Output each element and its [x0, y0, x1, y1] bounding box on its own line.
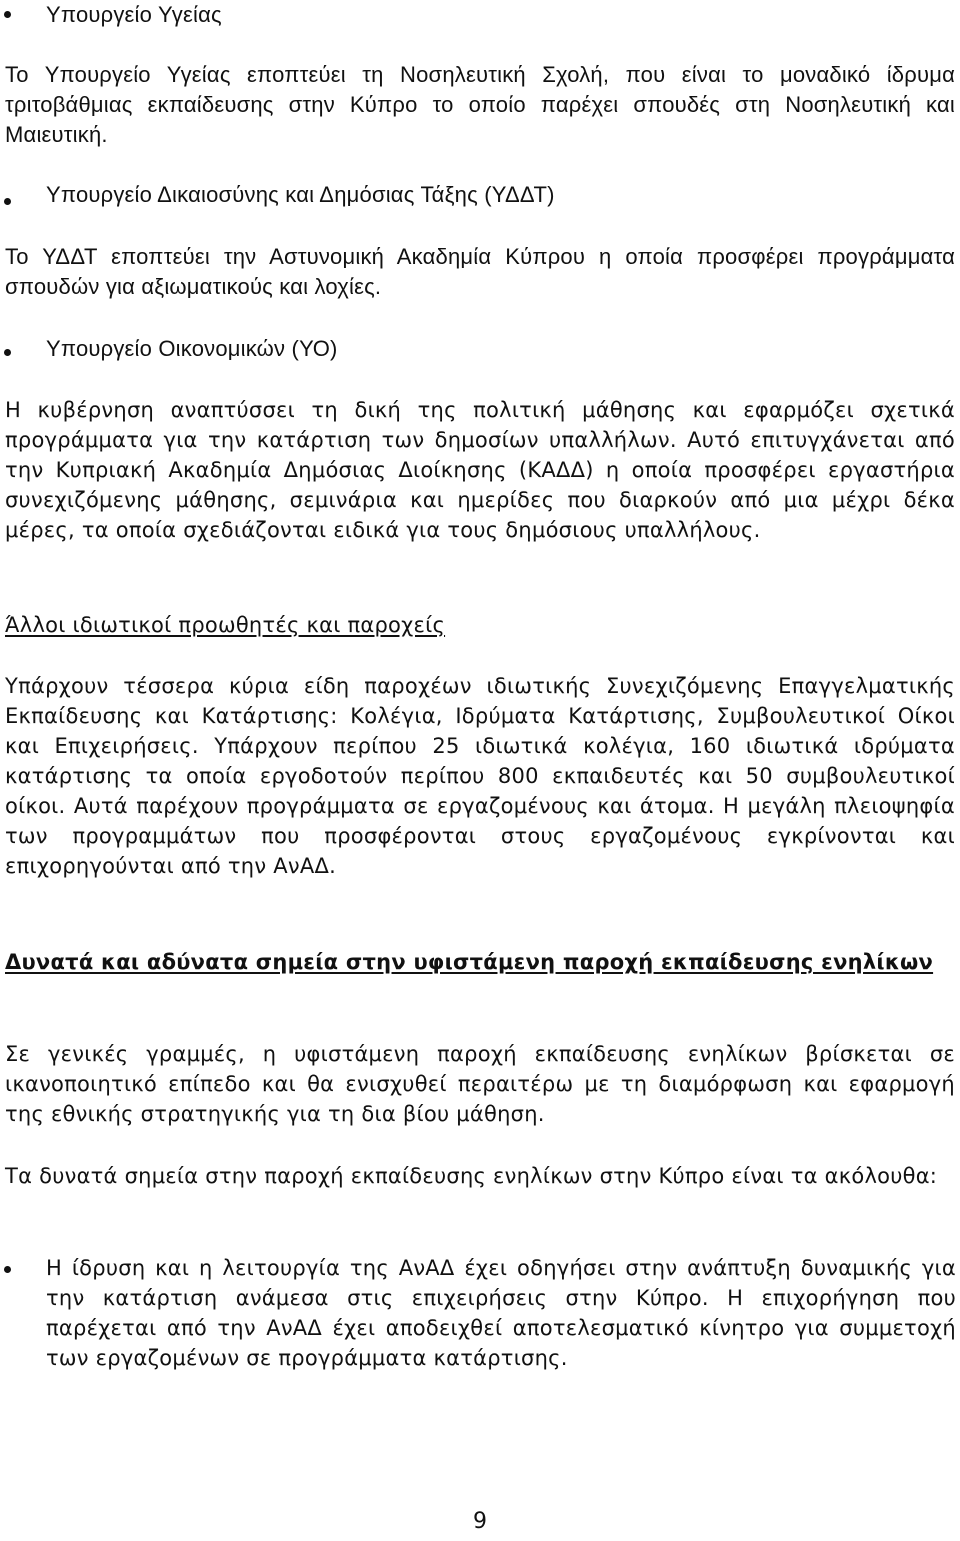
bullet-title-health: Υπουργείο Υγείας — [46, 2, 222, 27]
bullet-dot-3 — [4, 349, 11, 356]
paragraph-general-assessment: Σε γενικές γραμμές, η υφιστάμενη παροχή εκπαίδευσης ενηλίκων βρίσκεται σε ικανοποιητικό επίπεδο και θα ενισχυθεί περαιτέρω με τη διαμόρφωση και εφαρμογή της εθνικής στρατηγικής για τη δια βίου μάθηση. — [5, 1042, 955, 1126]
paragraph-finance: Η κυβέρνηση αναπτύσσει τη δική της πολιτική μάθησης και εφαρμόζει σχετικά προγράμματα για την κατάρτιση των δημοσίων υπαλλήλων. Αυτό επιτυγχάνεται από την Κυπριακή Ακαδημία Δημόσιας Διοίκησης (ΚΑΔΔ) η οποία προσφέρει εργαστήρια συνεχιζόμενης μάθησης, σεμινάρια και ημερίδες που διαρκούν από μια μέχρι δέκα μέρες, τα οποία σχεδιάζονται ειδικά για τους δημόσιους υπαλλήλους. — [5, 398, 955, 542]
page-number: 9 — [473, 1509, 487, 1534]
bullet-dot-2 — [4, 198, 11, 205]
paragraph-health: Το Υπουργείο Υγείας εποπτεύει τη Νοσηλευτική Σχολή, που είναι το μοναδικό ίδρυμα τριτοβάθμιας εκπαίδευσης στην Κύπρο το οποίο παρέχει σπουδές στη Νοσηλευτική και Μαιευτική. — [5, 62, 955, 147]
bullet-paragraph-anad: Η ίδρυση και η λειτουργία της ΑνΑΔ έχει οδηγήσει στην ανάπτυξη δυναμικής για την κατάρτιση ανάμεσα στις επιχειρήσεις στην Κύπρο. Η επιχορήγηση που παρέχεται από την ΑνΑΔ έχει αποδειχθεί αποτελεσματικό κίνητρο για συμμετοχή των εργαζομένων σε προγράμματα κατάρτισης. — [46, 1256, 956, 1370]
bullet-dot-1 — [4, 11, 11, 18]
bullet-title-finance: Υπουργείο Οικονομικών (ΥΟ) — [46, 336, 338, 361]
section-heading-strengths-weaknesses: Δυνατά και αδύνατα σημεία στην υφιστάμενη παροχή εκπαίδευσης ενηλίκων — [5, 950, 934, 974]
bullet-title-justice: Υπουργείο Δικαιοσύνης και Δημόσιας Τάξης (ΥΔΔΤ) — [46, 182, 555, 207]
paragraph-private-providers: Υπάρχουν τέσσερα κύρια είδη παροχέων ιδιωτικής Συνεχιζόμενης Επαγγελματικής Εκπαίδευσης και Κατάρτισης: Κολέγια, Ιδρύματα Κατάρτισης, Συμβουλευτικοί Οίκοι και Επιχειρήσεις. Υπάρχουν περίπου 25 ιδιωτικά κολέγια, 160 ιδιωτικά ιδρύματα κατάρτισης τα οποία εργοδοτούν περίπου 800 εκπαιδευτές και 50 συμβουλευτικοί οίκοι. Αυτά παρέχουν προγράμματα σε εργαζομένους και άτομα. Η μεγάλη πλειοψηφία των προγραμμάτων που προσφέρονται στους εργαζομένους εγκρίνονται και επιχορηγούνται από την ΑνΑΔ. — [5, 674, 955, 878]
bullet-dot-4 — [4, 1266, 11, 1273]
subheading-private-providers: Άλλοι ιδιωτικοί προωθητές και παροχείς — [5, 613, 446, 637]
paragraph-strengths-intro: Τα δυνατά σημεία στην παροχή εκπαίδευσης ενηλίκων στην Κύπρο είναι τα ακόλουθα: — [5, 1164, 938, 1188]
paragraph-justice: Το ΥΔΔΤ εποπτεύει την Αστυνομική Ακαδημία Κύπρου η οποία προσφέρει προγράμματα σπουδών για αξιωματικούς και λοχίες. — [5, 244, 955, 299]
